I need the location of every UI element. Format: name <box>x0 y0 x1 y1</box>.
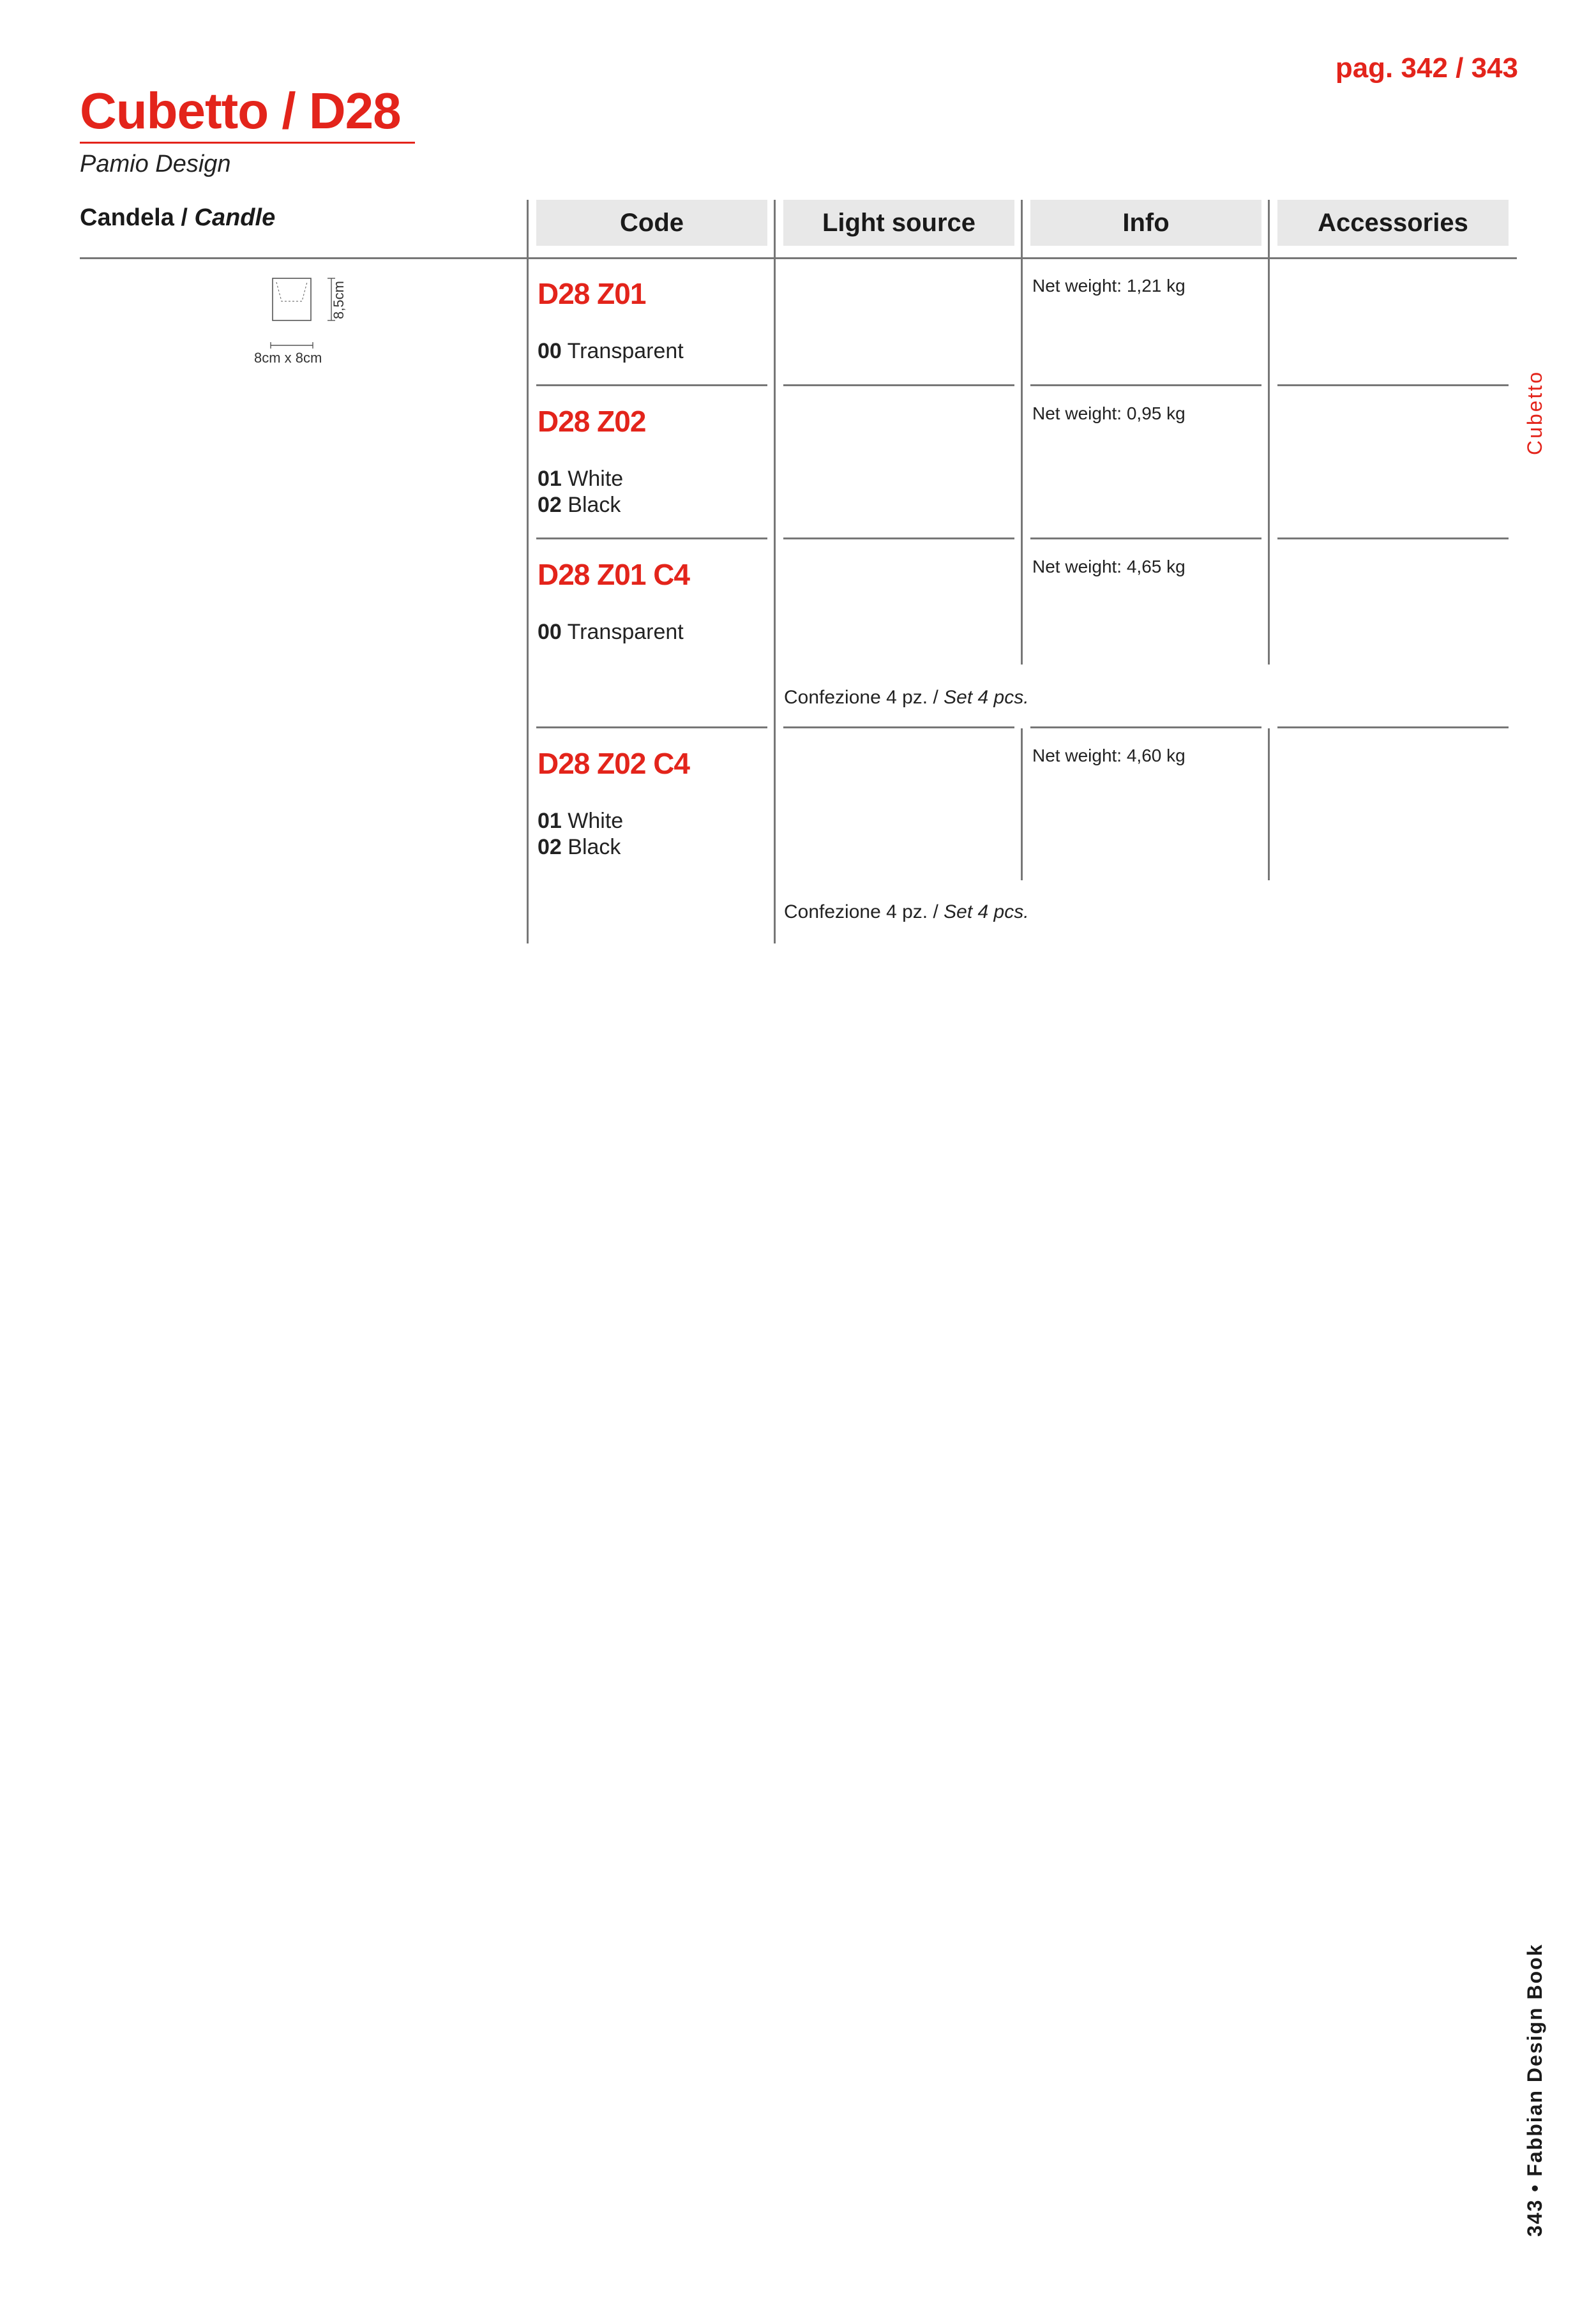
column-header-accessories: Accessories <box>1277 200 1509 246</box>
variant-name: White <box>568 809 624 833</box>
width-dimension-line <box>269 342 314 349</box>
net-weight-info: Net weight: 4,65 kg <box>1032 557 1186 576</box>
column-header-code: Code <box>536 200 767 246</box>
column-header-light-source: Light source <box>783 200 1014 246</box>
variant-name: Black <box>568 493 621 517</box>
variant-name: White <box>568 467 624 491</box>
variant-name: Transparent <box>567 339 684 363</box>
product-code: D28 Z01 <box>538 277 646 310</box>
variant-number: 02 <box>538 835 562 859</box>
column-divider <box>527 200 529 943</box>
variant-list <box>538 619 684 645</box>
column-divider <box>1021 728 1023 880</box>
product-category <box>80 204 275 232</box>
variant-item <box>538 834 623 860</box>
side-family-label: Cubetto <box>1523 370 1546 455</box>
variant-item <box>538 492 623 518</box>
variant-item <box>538 338 684 364</box>
category-separator: / <box>174 204 195 231</box>
variant-name: Transparent <box>567 620 684 644</box>
net-weight-info: Net weight: 0,95 kg <box>1032 403 1186 423</box>
drawing-height-label: 8,5cm <box>331 281 347 319</box>
drawing-size-label: 8cm x 8cm <box>254 350 322 366</box>
net-weight-info: Net weight: 4,60 kg <box>1032 746 1186 765</box>
page-reference: pag. 342 / 343 <box>1335 52 1518 84</box>
variant-list <box>538 338 684 364</box>
product-code: D28 Z02 <box>538 405 646 438</box>
category-english: Candle <box>194 204 276 231</box>
net-weight-info: Net weight: 1,21 kg <box>1032 276 1186 296</box>
table-header-rule <box>80 257 1517 259</box>
column-divider <box>1021 200 1023 665</box>
side-book-label: 343 • Fabbian Design Book <box>1523 1943 1546 2237</box>
column-header-info: Info <box>1030 200 1261 246</box>
variant-name: Black <box>568 835 621 859</box>
package-note-english: Set 4 pcs. <box>944 901 1029 922</box>
designer-name: Pamio Design <box>80 151 231 177</box>
product-title: Cubetto / D28 <box>80 82 401 139</box>
package-note-english: Set 4 pcs. <box>944 687 1029 708</box>
product-code: D28 Z02 C4 <box>538 747 690 780</box>
variant-item <box>538 619 684 645</box>
variant-list <box>538 808 623 860</box>
package-note <box>784 687 1029 709</box>
package-note <box>784 901 1029 923</box>
package-note-italian: Confezione 4 pz. / <box>784 901 944 922</box>
column-divider <box>774 200 776 943</box>
product-code: D28 Z01 C4 <box>538 558 690 591</box>
column-divider <box>1268 728 1270 880</box>
package-note-italian: Confezione 4 pz. / <box>784 687 944 708</box>
variant-number: 00 <box>538 339 562 363</box>
variant-item <box>538 466 623 492</box>
column-divider <box>1268 200 1270 665</box>
variant-number: 01 <box>538 467 562 491</box>
variant-number: 01 <box>538 809 562 833</box>
category-italian: Candela <box>80 204 174 231</box>
title-underline <box>80 142 415 144</box>
variant-number: 02 <box>538 493 562 517</box>
variant-number: 00 <box>538 620 562 644</box>
variant-item <box>538 808 623 834</box>
variant-list <box>538 466 623 518</box>
